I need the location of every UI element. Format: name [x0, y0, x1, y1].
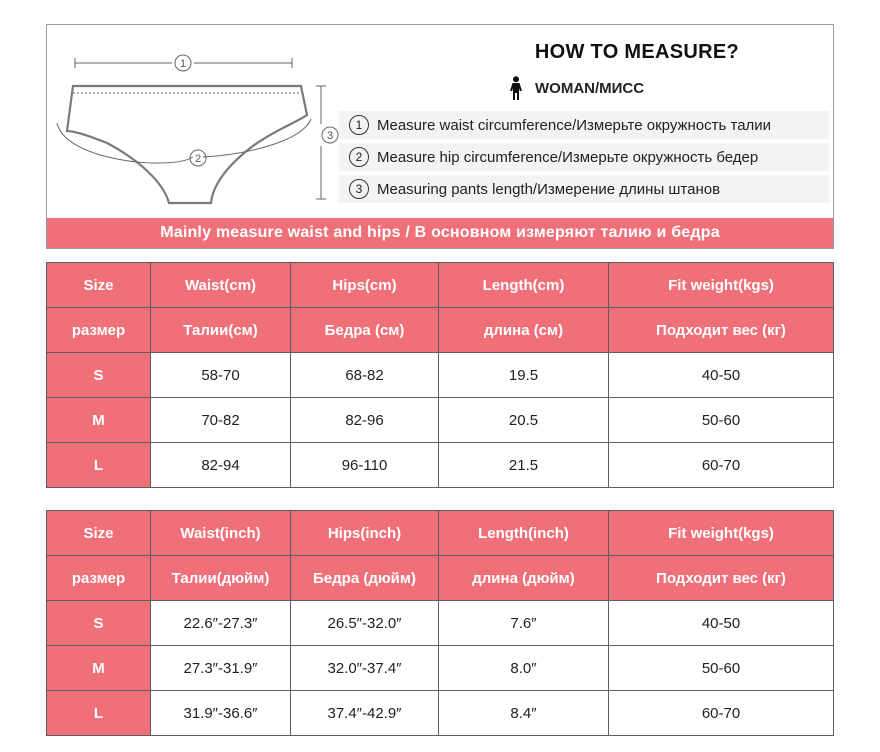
length-cell: 20.5: [439, 398, 609, 443]
header-cell: Hips(inch): [291, 511, 439, 556]
weight-cell: 60-70: [609, 691, 834, 736]
size-cell: S: [47, 601, 151, 646]
header-cell: Подходит вес (кг): [609, 308, 834, 353]
size-cell: L: [47, 443, 151, 488]
header-cell: Size: [47, 263, 151, 308]
woman-subtitle: [509, 75, 644, 101]
table-row: [47, 443, 834, 488]
length-label: 3: [326, 130, 334, 142]
step-number: 3: [349, 179, 369, 199]
hips-cell: 32.0″-37.4″: [291, 646, 439, 691]
size-table-inch: [46, 510, 834, 736]
page-title: HOW TO MEASURE?: [534, 41, 740, 63]
table-row: [47, 691, 834, 736]
panties-diagram: [51, 31, 341, 221]
hip-label: 2: [194, 153, 202, 165]
header-cell: Hips(cm): [291, 263, 439, 308]
waist-cell: 27.3″-31.9″: [151, 646, 291, 691]
instruction-list: [339, 111, 829, 207]
header-cell: Подходит вес (кг): [609, 556, 834, 601]
step-text: Measuring pants length/Измерение длины штанов: [377, 180, 721, 198]
length-cell: 19.5: [439, 353, 609, 398]
weight-cell: 50-60: [609, 646, 834, 691]
hips-cell: 37.4″-42.9″: [291, 691, 439, 736]
header-cell: Fit weight(kgs): [609, 511, 834, 556]
header-row-en: [47, 263, 834, 308]
waist-cell: 22.6″-27.3″: [151, 601, 291, 646]
header-cell: Length(cm): [439, 263, 609, 308]
header-cell: Талии(см): [151, 308, 291, 353]
header-cell: размер: [47, 308, 151, 353]
table-row: [47, 353, 834, 398]
length-cell: 8.4″: [439, 691, 609, 736]
waist-cell: 58-70: [151, 353, 291, 398]
waist-cell: 70-82: [151, 398, 291, 443]
weight-cell: 50-60: [609, 398, 834, 443]
header-cell: Талии(дюйм): [151, 556, 291, 601]
size-table-cm: [46, 262, 834, 488]
header-cell: длина (дюйм): [439, 556, 609, 601]
header-cell: Length(inch): [439, 511, 609, 556]
measurement-guide: [46, 24, 834, 249]
header-cell: размер: [47, 556, 151, 601]
header-cell: длина (см): [439, 308, 609, 353]
table-row: [47, 601, 834, 646]
size-cell: M: [47, 398, 151, 443]
header-row-en: [47, 511, 834, 556]
weight-cell: 40-50: [609, 601, 834, 646]
hips-cell: 96-110: [291, 443, 439, 488]
waist-cell: 31.9″-36.6″: [151, 691, 291, 736]
step-number: 2: [349, 147, 369, 167]
size-cell: L: [47, 691, 151, 736]
hips-cell: 82-96: [291, 398, 439, 443]
length-cell: 21.5: [439, 443, 609, 488]
length-cell: 7.6″: [439, 601, 609, 646]
header-cell: Waist(cm): [151, 263, 291, 308]
table-row: [47, 646, 834, 691]
waist-cell: 82-94: [151, 443, 291, 488]
weight-cell: 40-50: [609, 353, 834, 398]
measure-banner: Mainly measure waist and hips / В основном измеряют талию и бедра: [47, 218, 833, 248]
subtitle-text: WOMAN/МИСС: [535, 79, 645, 97]
hips-cell: 68-82: [291, 353, 439, 398]
table-row: [47, 398, 834, 443]
header-row-ru: [47, 556, 834, 601]
step-number: 1: [349, 115, 369, 135]
header-cell: Fit weight(kgs): [609, 263, 834, 308]
header-cell: Size: [47, 511, 151, 556]
header-row-ru: [47, 308, 834, 353]
woman-icon: [509, 76, 523, 100]
hips-cell: 26.5″-32.0″: [291, 601, 439, 646]
header-cell: Waist(inch): [151, 511, 291, 556]
size-cell: S: [47, 353, 151, 398]
length-cell: 8.0″: [439, 646, 609, 691]
header-cell: Бедра (дюйм): [291, 556, 439, 601]
header-cell: Бедра (см): [291, 308, 439, 353]
instruction-waist: [339, 111, 829, 139]
size-cell: M: [47, 646, 151, 691]
weight-cell: 60-70: [609, 443, 834, 488]
step-text: Measure waist circumference/Измерьте окружность талии: [377, 116, 772, 134]
step-text: Measure hip circumference/Измерьте окружность бедер: [377, 148, 759, 166]
instruction-length: [339, 175, 829, 203]
instruction-hip: [339, 143, 829, 171]
waist-label: 1: [179, 58, 187, 70]
